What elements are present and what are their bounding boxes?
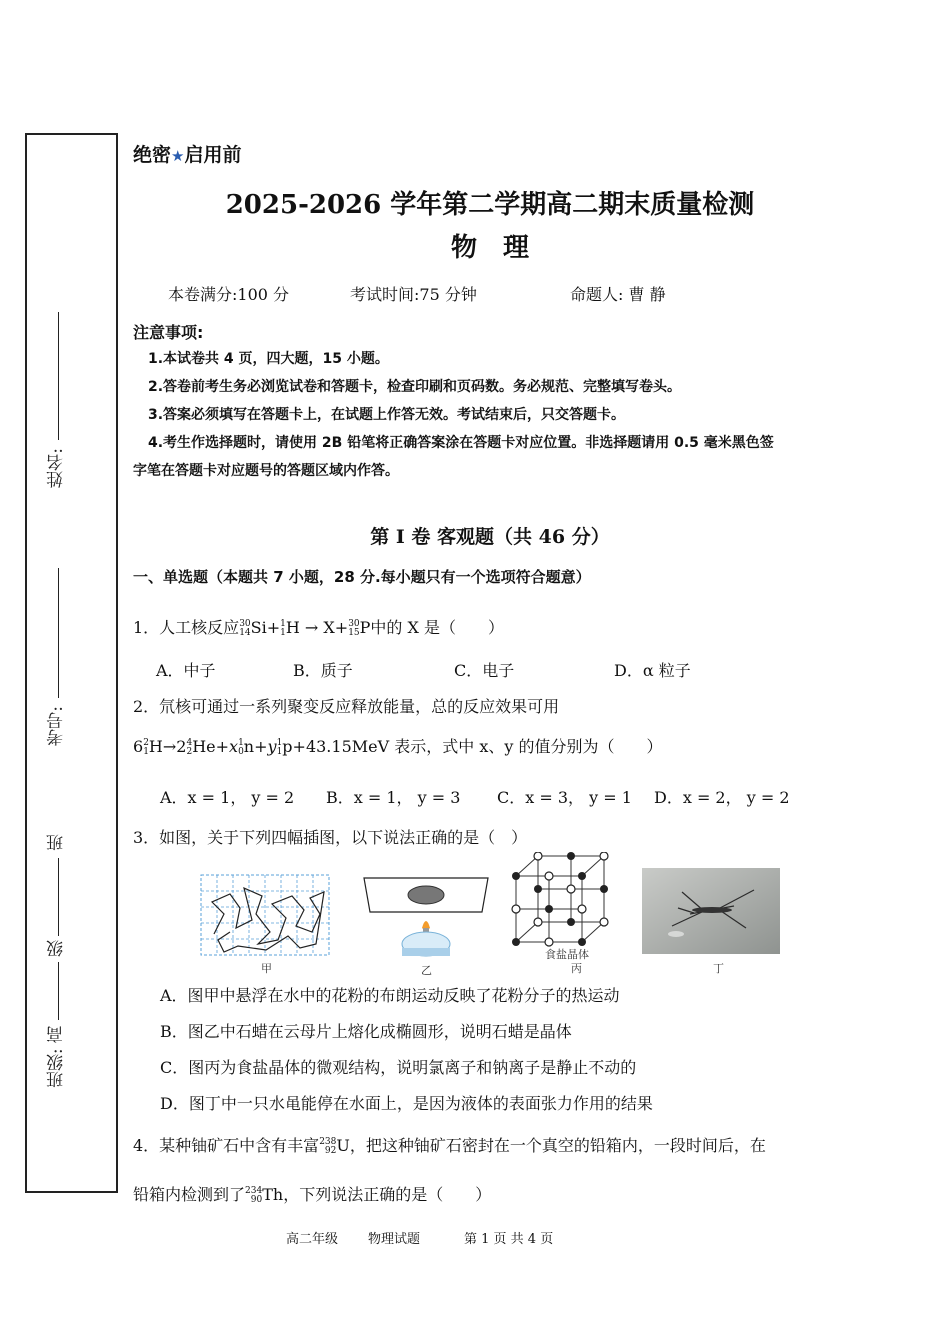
salt-crystal-label: 食盐晶体 <box>545 948 589 961</box>
question-1-stem: 1．人工核反应30 14Si+1 1H → X+30 15P中的 X 是（ ） <box>133 618 504 638</box>
question-4-stem-line-1: 4．某种铀矿石中含有丰富238 92U，把这种铀矿石密封在一个真空的铅箱内，一段时间后，在 <box>133 1136 766 1156</box>
question-1-option-a: A．中子 <box>156 661 216 680</box>
question-2-option-d: D．x = 2， y = 2 <box>654 788 790 807</box>
class-ban-char: 班 <box>47 834 67 851</box>
question-2-equation: 62 1H→24 2He+x1 0n+y1 1p+43.15MeV 表示，式中 x、y 的值分别为（ ） <box>133 737 663 757</box>
exam-time: 考试时间:75 分钟 <box>350 285 477 304</box>
class-label: 班级: 高 <box>47 1026 67 1089</box>
question-author: 命题人: 曹 静 <box>570 285 666 304</box>
part-one-title: 第 I 卷 客观题（共 46 分） <box>370 526 610 548</box>
confidential-mark: 绝密★启用前 <box>133 144 242 166</box>
star-icon: ★ <box>171 147 185 165</box>
footer-subject: 物理试题 <box>368 1232 421 1247</box>
class-blank-line-2 <box>58 962 59 1020</box>
question-2-stem: 2．氘核可通过一系列聚变反应释放能量，总的反应效果可用 <box>133 697 560 716</box>
note-item: 1.本试卷共 4 页，四大题，15 小题。 <box>148 351 389 367</box>
question-3-stem: 3．如图，关于下列四幅插图，以下说法正确的是（ ） <box>133 828 528 847</box>
footer-grade: 高二年级 <box>286 1232 339 1247</box>
class-grade-char: 级 <box>47 940 67 957</box>
question-1-option-d: D．α 粒子 <box>614 661 691 680</box>
question-2-option-c: C．x = 3， y = 1 <box>497 788 632 807</box>
figure-caption-yi: 乙 <box>421 964 432 977</box>
note-item: 4.考生作选择题时，请使用 2B 铅笔将正确答案涂在答题卡对应位置。非选择题请用 0.5 毫米黑色签 <box>148 435 774 451</box>
figure-caption-jia: 甲 <box>261 962 272 975</box>
exam-no-blank-line <box>58 568 59 698</box>
name-label: 姓名: <box>47 448 67 488</box>
question-3-option-a: A．图甲中悬浮在水中的花粉的布朗运动反映了花粉分子的热运动 <box>160 986 620 1005</box>
figure-caption-bing: 丙 <box>571 962 582 975</box>
class-blank-line-1 <box>58 858 59 936</box>
footer-page-number: 第 1 页 共 4 页 <box>464 1232 554 1247</box>
brownian-motion-figure <box>200 874 330 958</box>
question-2-option-a: A．x = 1， y = 2 <box>160 788 295 807</box>
figure-caption-ding: 丁 <box>713 962 724 975</box>
note-item: 字笔在答题卡对应题号的答题区域内作答。 <box>133 463 399 479</box>
question-4-stem-line-2: 铅箱内检测到了234 90Th，下列说法正确的是（ ） <box>133 1185 492 1205</box>
subject-title: 物 理 <box>450 233 529 263</box>
binding-margin-box <box>25 133 118 1193</box>
note-item: 2.答卷前考生务必浏览试卷和答题卡，检查印刷和页码数。务必规范、完整填写卷头。 <box>148 379 682 395</box>
question-3-option-b: B．图乙中石蜡在云母片上熔化成椭圆形，说明石蜡是晶体 <box>160 1022 572 1041</box>
question-3-option-d: D．图丁中一只水黾能停在水面上，是因为液体的表面张力作用的结果 <box>160 1094 653 1113</box>
name-blank-line <box>58 312 59 440</box>
exam-title: 2025-2026 学年第二学期高二期末质量检测 <box>225 190 755 220</box>
question-1-option-c: C．电子 <box>454 661 515 680</box>
question-2-option-b: B．x = 1， y = 3 <box>326 788 461 807</box>
notes-heading: 注意事项: <box>133 323 204 342</box>
question-3-option-c: C．图丙为食盐晶体的微观结构，说明氯离子和钠离子是静止不动的 <box>160 1058 637 1077</box>
section-heading: 一、单选题（本题共 7 小题，28 分.每小题只有一个选项符合题意） <box>133 568 591 586</box>
water-strider-photo <box>642 868 780 954</box>
full-score: 本卷满分:100 分 <box>168 285 290 304</box>
mica-wax-figure <box>360 874 492 960</box>
salt-crystal-figure <box>510 852 610 948</box>
question-1-option-b: B．质子 <box>293 661 353 680</box>
exam-no-label: 考号: <box>47 706 67 746</box>
note-item: 3.答案必须填写在答题卡上，在试题上作答无效。考试结束后，只交答题卡。 <box>148 407 626 423</box>
